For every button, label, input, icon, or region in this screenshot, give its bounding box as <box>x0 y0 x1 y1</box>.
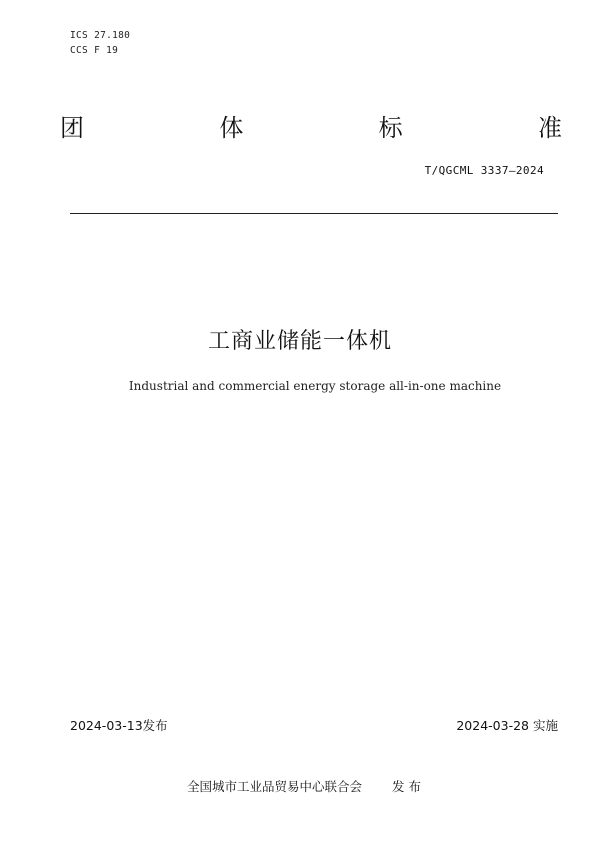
header-divider <box>70 213 558 214</box>
publisher-line <box>0 777 600 795</box>
document-title-zh: 工商业储能一体机 <box>207 329 392 354</box>
document-title-en: Industrial and commercial energy storage all-in-one machine <box>128 379 502 393</box>
publisher-name: 全国城市工业品贸易中心联合会 <box>187 779 363 794</box>
standard-type-char: 团 <box>60 114 84 142</box>
issue-date: 2024-03-13 <box>70 718 143 733</box>
standard-type-char: 体 <box>219 114 244 142</box>
implement-date-line <box>456 716 558 734</box>
publish-label: 发 布 <box>392 779 421 794</box>
implement-date: 2024-03-28 <box>456 718 529 733</box>
ics-code: ICS 27.180 <box>70 30 131 41</box>
ccs-code: CCS F 19 <box>70 45 119 56</box>
issue-label: 发布 <box>142 718 168 733</box>
implement-label: 实施 <box>532 718 558 733</box>
standard-type-char: 准 <box>537 114 562 142</box>
standard-type-heading <box>60 112 562 144</box>
standard-type-char: 标 <box>378 114 403 142</box>
classification-codes <box>70 28 130 58</box>
issue-date-line <box>70 716 168 734</box>
standard-number: T/QGCML 3337—2024 <box>424 164 544 177</box>
